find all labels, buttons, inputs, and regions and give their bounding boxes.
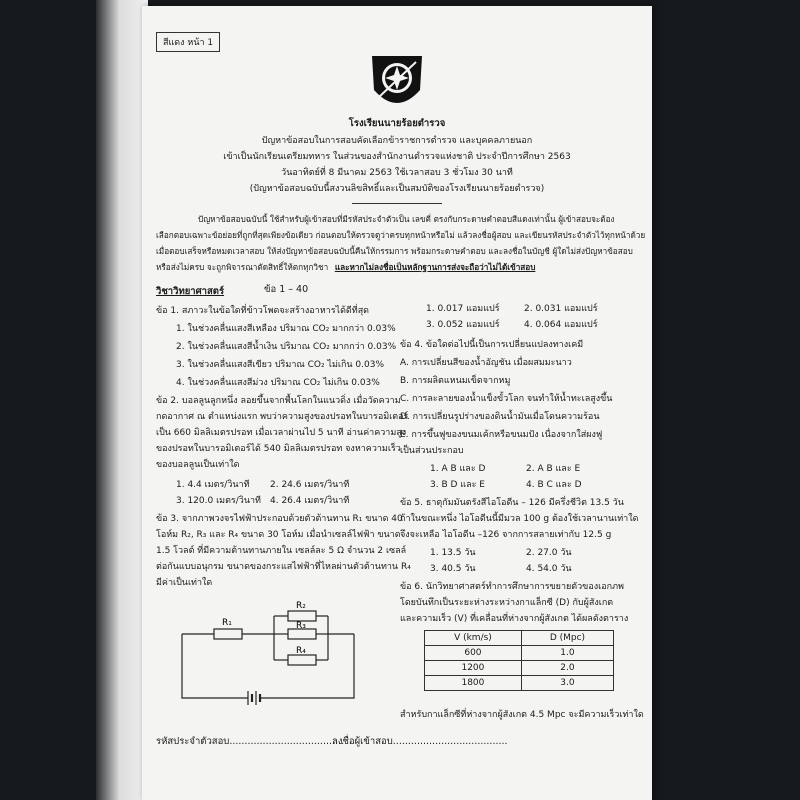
q5-line-3: จึงจะเหลือ ไอโอดีน –126 จากการสลายเท่ากับ 12.5 g [400, 530, 612, 540]
q5-choice-1: 1. 13.5 วัน [430, 548, 476, 558]
instruction-line-1: ปัญหาข้อสอบฉบับนี้ ใช้สำหรับผู้เข้าสอบที่มีรหัสประจำตัวเป็น เลขคี่ ตรงกับกระดาษคำตอบสีแดงเท่านั้น ผู้เข้าสอบจะต้อง [198, 214, 615, 224]
table-cell: 1.0 [521, 646, 613, 661]
q6-line-3: และความเร็ว (V) ที่เคลื่อนที่ห่างจากผู้สังเกต ได้ผลดังตาราง [400, 614, 629, 624]
q3-circuit-diagram [178, 598, 358, 708]
page-label: สีแดง หน้า 1 [156, 32, 220, 52]
table-header-row [425, 631, 614, 646]
q6-line-2: โดยบันทึกเป็นระยะห่างระหว่างกาแล็กซี (D) กับผู้สังเกต [400, 598, 614, 608]
resistor-r4 [288, 655, 316, 665]
header-line-4: (ปัญหาข้อสอบฉบับนี้สงวนลิขสิทธิ์และเป็นสมบัติของโรงเรียนนายร้อยตำรวจ) [249, 184, 545, 194]
table-header-velocity: V (km/s) [425, 631, 522, 646]
section-title: วิชาวิทยาศาสตร์ [156, 286, 225, 297]
circuit-wire-left [182, 634, 248, 698]
q2-choice-2: 2. 24.6 เมตร/วินาที [270, 480, 350, 490]
q3-choice-2: 2. 0.031 แอมแปร์ [524, 304, 598, 314]
q2-line-2: กดอากาศ ณ ตำแหน่งแรก พบว่าความสูงของปรอทในบารอมิเตอร์ [156, 412, 409, 422]
q2-choice-4: 4. 26.4 เมตร/วินาที [270, 496, 350, 506]
q1-choice-3: 3. ในช่วงคลื่นแสงสีเขียว ปริมาณ CO₂ ไม่เกิน 0.03% [176, 360, 385, 370]
exam-page [142, 6, 652, 800]
q2-line-5: ของบอลลูนเป็นเท่าใด [156, 460, 240, 470]
instruction-emphasis: และหากไม่ลงชื่อเป็นหลักฐานการส่งจะถือว่าไม่ได้เข้าสอบ [334, 262, 536, 272]
q4-option-e: E. การขึ้นฟูของขนมเค้กหรือขนมปัง เนื่องจากใส่ผงฟู [400, 430, 603, 440]
table-row [425, 646, 614, 661]
q2-line-1: ข้อ 2. บอลลูนลูกหนึ่ง ลอยขึ้นจากพื้นโลกในแนวดิ่ง เมื่อวัดความ [156, 396, 401, 406]
q1-stem: ข้อ 1. สภาวะในข้อใดที่ข้าวโพดจะสร้างอาหารได้ดีที่สุด [156, 306, 370, 316]
q5-choice-3: 3. 40.5 วัน [430, 564, 476, 574]
student-id-field: รหัสประจำตัวสอบ...................................... [156, 736, 345, 747]
q6-line-1: ข้อ 6. นักวิทยาศาสตร์ทำการศึกษาการขยายตัวของเอกภพ [400, 582, 624, 592]
q2-choice-3: 3. 120.0 เมตร/วินาที [176, 496, 261, 506]
q6-data-table [424, 630, 614, 691]
q1-choice-4: 4. ในช่วงคลื่นแสงสีม่วง ปริมาณ CO₂ ไม่เกิน 0.03% [176, 378, 380, 388]
table-cell: 600 [425, 646, 522, 661]
q2-choice-1: 1. 4.4 เมตร/วินาที [176, 480, 250, 490]
q6-tail: สำหรับกาแล็กซีที่ห่างจากผู้สังเกต 4.5 Mpc จะมีความเร็วเท่าใด [400, 710, 644, 720]
q4-tail: เป็นส่วนประกอบ [400, 446, 464, 456]
q3-line-4: ต่อกันแบบอนุกรม ขนาดของกระแสไฟฟ้าที่ไหลผ่านตัวต้านทาน R₄ [156, 562, 411, 572]
table-cell: 1200 [425, 661, 522, 676]
instruction-line-3: เมื่อตอบเสร็จหรือหมดเวลาสอบ ให้ส่งปัญหาข้อสอบฉบับนี้คืนให้กรรมการ พร้อมกระดาษคำตอบ และลงชื่อในบัญชี ผู้ใดไม่ส่งปัญหาข้อสอบ [156, 246, 633, 256]
label-r4: R₄ [296, 646, 306, 656]
q2-line-3: เป็น 660 มิลลิเมตรปรอท เมื่อเวลาผ่านไป 5 นาที อ่านค่าความสูง [156, 428, 407, 438]
q3-line-1: ข้อ 3. จากภาพวงจรไฟฟ้าประกอบด้วยตัวต้านทาน R₁ ขนาด 40 [156, 514, 403, 524]
q1-choice-2: 2. ในช่วงคลื่นแสงสีน้ำเงิน ปริมาณ CO₂ มากกว่า 0.03% [176, 342, 397, 352]
label-r2: R₂ [296, 601, 306, 611]
resistor-r1 [214, 629, 242, 639]
q5-line-1: ข้อ 5. ธาตุกัมมันตรังสีไอโอดีน – 126 มีครึ่งชีวิต 13.5 วัน [400, 498, 624, 508]
q5-line-2: ถ้าในขณะหนึ่ง ไอโอดีนนี้มีมวล 100 g ต้องใช้เวลานานเท่าใด [400, 514, 639, 524]
q3-line-2: โอห์ม R₂, R₃ และ R₄ ขนาด 30 โอห์ม เมื่อนำเซลล์ไฟฟ้า ขนาด [156, 530, 401, 540]
book-spine [96, 0, 148, 800]
resistor-r2 [288, 611, 316, 621]
table-row [425, 661, 614, 676]
q4-choice-2: 2. A B และ E [526, 464, 581, 474]
q4-option-b: B. การผลิตแหนมเข็ดจากหมู [400, 376, 511, 386]
q3-choice-1: 1. 0.017 แอมแปร์ [426, 304, 500, 314]
label-r1: R₁ [222, 618, 232, 628]
instruction-line-2: เลือกตอบเฉพาะข้อย่อยที่ถูกที่สุดเพียงข้อเดียว ก่อนตอบให้ตรวจดูว่าครบทุกหน้าหรือไม่ แล้วลงชื่อผู้สอบ และเขียนรหัสประจำตัวไว้ทุกหน้าด้วย [156, 230, 646, 240]
signature-field: ลงชื่อผู้เข้าสอบ...................................... [332, 736, 508, 747]
q4-choice-4: 4. B C และ D [526, 480, 582, 490]
table-header-distance: D (Mpc) [521, 631, 613, 646]
instruction-line-4-text: หรือส่งไม่ครบ จะถูกพิจารณาตัดสิทธิ์ให้ตกทุกวิชา [156, 262, 329, 272]
label-r3: R₃ [296, 621, 306, 631]
q4-stem: ข้อ 4. ข้อใดต่อไปนี้เป็นการเปลี่ยนแปลงทางเคมี [400, 340, 584, 350]
q4-option-d: D. การเปลี่ยนรูปร่างของดินน้ำมันเมื่อโดนความร้อน [400, 412, 600, 422]
school-name: โรงเรียนนายร้อยตำรวจ [348, 118, 446, 129]
header-line-1: ปัญหาข้อสอบในการสอบคัดเลือกข้าราชการตำรวจ และบุคคลภายนอก [261, 136, 533, 146]
table-row [425, 676, 614, 691]
header-line-3: วันอาทิตย์ที่ 8 มีนาคม 2563 ใช้เวลาสอบ 3 ชั่วโมง 30 นาที [281, 168, 513, 178]
instruction-line-4 [156, 262, 535, 273]
q3-choice-4: 4. 0.064 แอมแปร์ [524, 320, 598, 330]
q3-line-3: 1.5 โวลต์ ที่มีความต้านทานภายใน เซลล์ละ 5 Ω จำนวน 2 เซลล์ [156, 546, 407, 556]
table-cell: 3.0 [521, 676, 613, 691]
q3-choice-3: 3. 0.052 แอมแปร์ [426, 320, 500, 330]
q4-choice-3: 3. B D และ E [430, 480, 485, 490]
table-cell: 2.0 [521, 661, 613, 676]
section-range: ข้อ 1 – 40 [264, 284, 309, 295]
q4-option-a: A. การเปลี่ยนสีของน้ำอัญชัน เมื่อผสมมะนาว [400, 358, 572, 368]
header-divider [352, 203, 442, 204]
header-line-2: เข้าเป็นนักเรียนเตรียมทหาร ในส่วนของสำนักงานตำรวจแห่งชาติ ประจำปีการศึกษา 2563 [223, 152, 571, 162]
q2-line-4: ของปรอทในบารอมิเตอร์ได้ 540 มิลลิเมตรปรอท จงหาความเร็ว [156, 444, 401, 454]
q1-choice-1: 1. ในช่วงคลื่นแสงสีเหลือง ปริมาณ CO₂ มากกว่า 0.03% [176, 324, 396, 334]
q5-choice-2: 2. 27.0 วัน [526, 548, 572, 558]
q4-option-c: C. การละลายของน้ำแข็งขั้วโลก จนทำให้น้ำทะเลสูงขึ้น [400, 394, 613, 404]
q4-choice-1: 1. A B และ D [430, 464, 486, 474]
table-cell: 1800 [425, 676, 522, 691]
q3-line-5: มีค่าเป็นเท่าใด [156, 578, 213, 588]
police-cadet-emblem-icon [364, 50, 430, 116]
q5-choice-4: 4. 54.0 วัน [526, 564, 572, 574]
